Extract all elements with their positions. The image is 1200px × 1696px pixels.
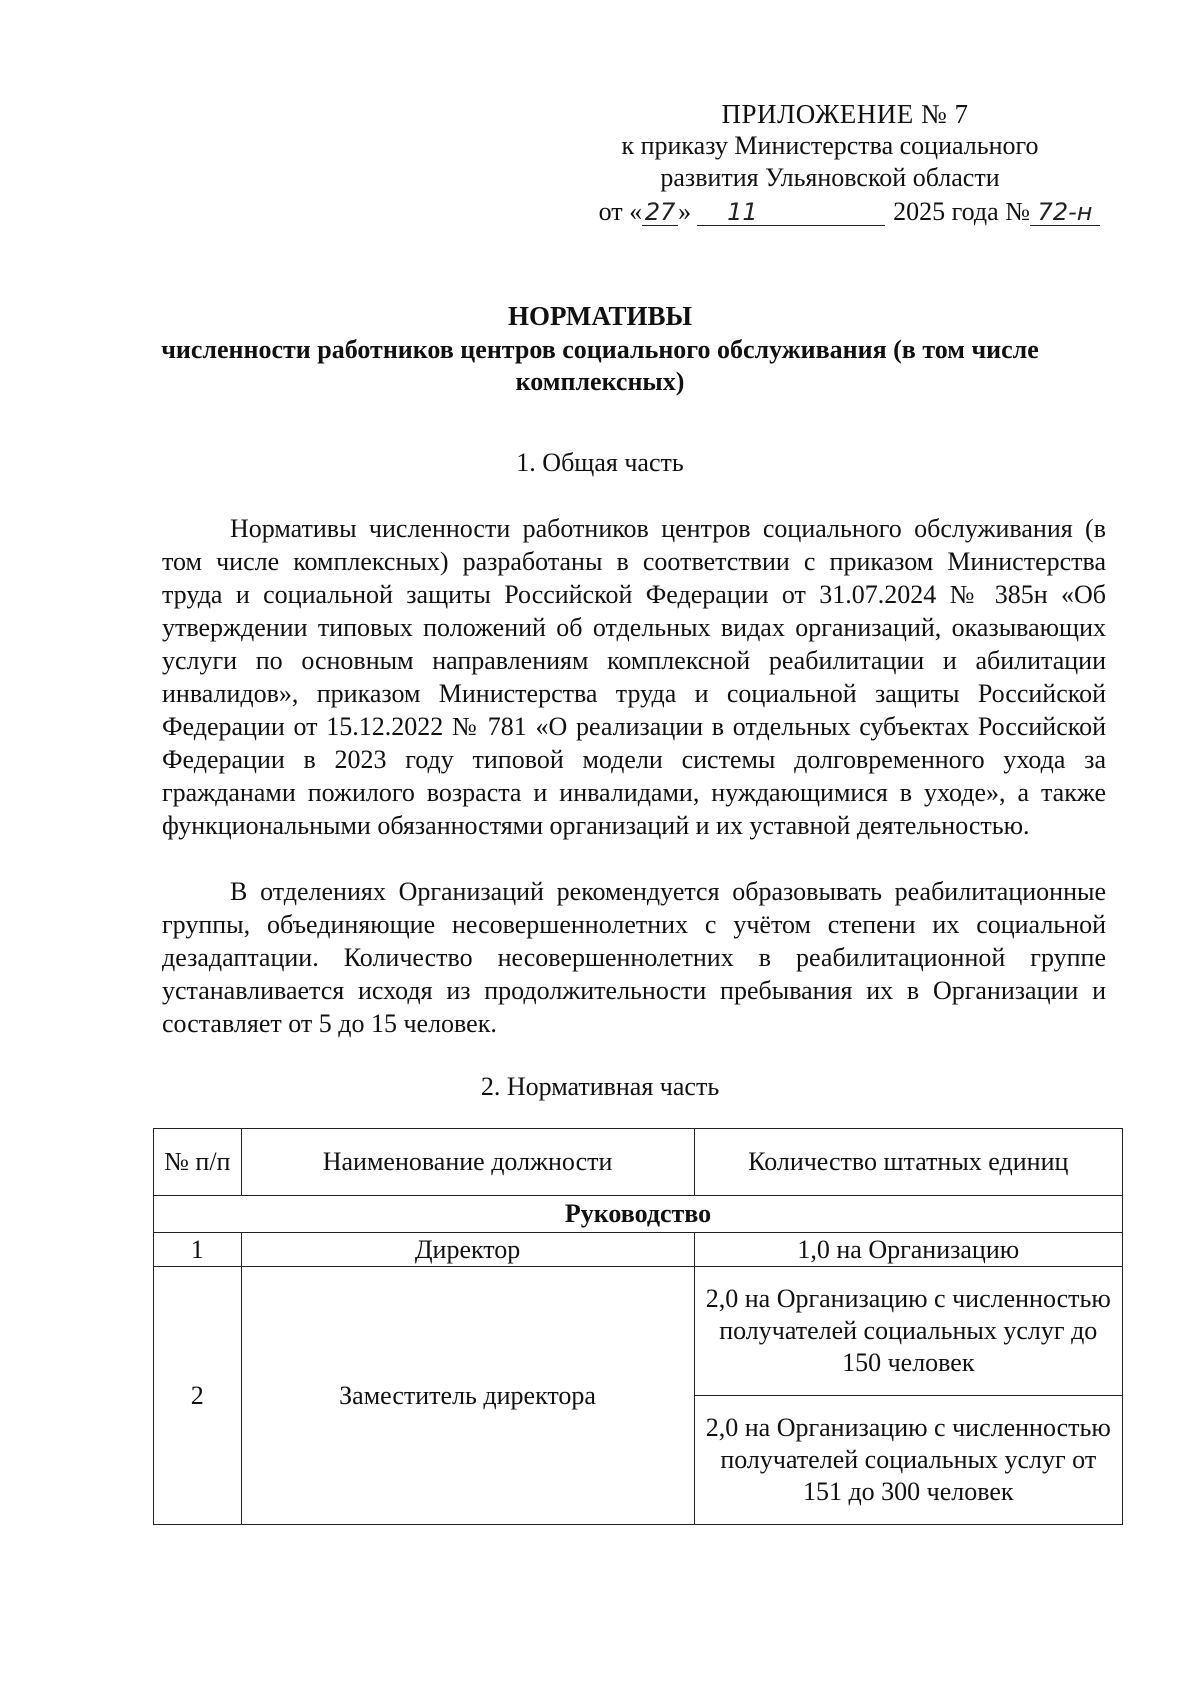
paragraph-general — [162, 512, 1106, 842]
header-position: Наименование должности — [241, 1129, 694, 1196]
row-position: Директор — [241, 1233, 694, 1267]
appendix-ministry-line: развития Ульяновской области — [660, 163, 1000, 192]
appendix-header — [560, 98, 1100, 228]
row-num: 2 — [154, 1267, 242, 1525]
table-row — [154, 1267, 1123, 1396]
row-units: 2,0 на Организацию с численностью получателей социальных услуг до 150 человек — [694, 1267, 1122, 1396]
header-units: Количество штатных единиц — [694, 1129, 1122, 1196]
table-header-row — [154, 1129, 1123, 1196]
table-row — [154, 1233, 1123, 1267]
title-main: НОРМАТИВЫ — [507, 301, 693, 331]
document-title — [150, 300, 1050, 398]
section-general-heading: 1. Общая часть — [516, 448, 684, 477]
paragraph-text: Нормативы численности работников центров социального обслуживания (в том числе комплексных) разработаны в соответствии с приказом Министерства труда и социальной защиты Российской Федерации от 31.07.2024 № 385н «Об утверждении типовых положений об отдельных видах организаций, оказывающих услуги по основным направлениям комплексной реабилитации и абилитации инвалидов», приказом Министерства труда и социальной защиты Российской Федерации от 15.12.2022 № 781 «О реализации в отдельных субъектах Российской Федерации в 2023 году типовой модели системы долговременного ухода за гражданами пожилого возраста и инвалидами, нуждающимися в уходе», а также функциональными обязанностями организаций и их уставной деятельностью. — [162, 514, 1106, 840]
appendix-date-line — [560, 196, 1100, 228]
section-normative-heading: 2. Нормативная часть — [480, 1072, 720, 1101]
paragraph-groups — [162, 875, 1106, 1040]
paragraph-text: В отделениях Организаций рекомендуется образовывать реабилитационные группы, объединяющие несовершеннолетних с учётом степени их социальной дезадаптации. Количество несовершеннолетних в реабилитационной группе устанавливается исходя из продолжительности пребывания их в Организации и составляет от 5 до 15 человек. — [162, 877, 1106, 1038]
appendix-order-line: к приказу Министерства социального — [621, 131, 1039, 160]
order-number: 72-н — [1030, 199, 1100, 226]
row-units: 1,0 на Организацию — [694, 1233, 1122, 1267]
date-month: 11 — [697, 199, 885, 226]
date-day: 27 — [642, 199, 678, 226]
date-prefix: от « — [598, 197, 643, 226]
row-position: Заместитель директора — [241, 1267, 694, 1525]
date-year: 2025 года № — [893, 197, 1030, 226]
header-num: № п/п — [154, 1129, 242, 1196]
staffing-table — [153, 1128, 1123, 1525]
appendix-title: ПРИЛОЖЕНИЕ № 7 — [721, 99, 969, 129]
date-mid: » — [678, 197, 692, 226]
table-group-row — [154, 1196, 1123, 1233]
row-num: 1 — [154, 1233, 242, 1267]
title-sub: численности работников центров социального обслуживания (в том числе комплексных) — [161, 335, 1039, 396]
row-units: 2,0 на Организацию с численностью получателей социальных услуг от 151 до 300 человек — [694, 1396, 1122, 1525]
group-label: Руководство — [154, 1196, 1123, 1233]
